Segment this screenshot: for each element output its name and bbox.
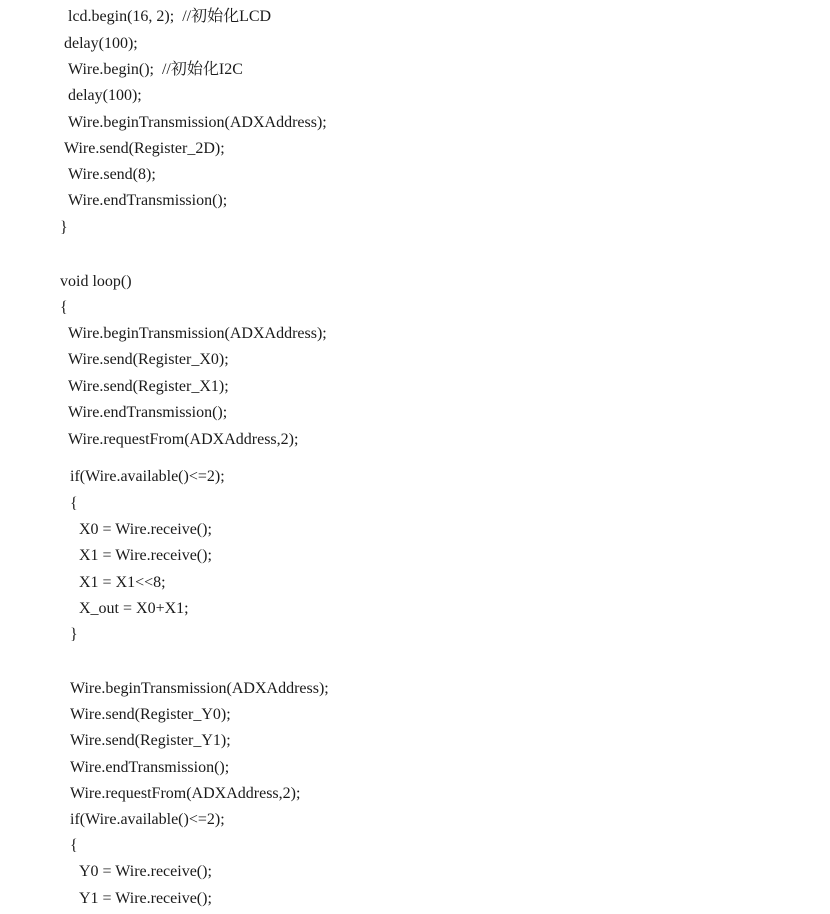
code-line: Wire.beginTransmission(ADXAddress); (70, 680, 329, 697)
code-line: delay(100); (68, 87, 142, 104)
code-line: Wire.send(Register_X0); (68, 351, 229, 368)
code-line: Wire.endTransmission(); (70, 759, 230, 776)
code-line: Wire.send(Register_X1); (68, 378, 229, 395)
code-line: Wire.send(Register_Y1); (70, 732, 231, 749)
code-line: Wire.requestFrom(ADXAddress,2); (70, 785, 301, 802)
code-line: X1 = X1<<8; (79, 574, 166, 591)
code-line: Wire.begin(); //初始化I2C (68, 61, 243, 78)
code-line: if(Wire.available()<=2); (70, 468, 225, 485)
code-line: Y1 = Wire.receive(); (79, 890, 212, 907)
code-line: Y0 = Wire.receive(); (79, 863, 212, 880)
code-line: if(Wire.available()<=2); (70, 811, 225, 828)
code-line: { (70, 495, 78, 512)
code-line: X_out = X0+X1; (79, 600, 189, 617)
code-line: Wire.send(Register_2D); (64, 140, 225, 157)
code-line: void loop() (60, 273, 132, 290)
code-line: } (60, 219, 68, 236)
code-line: { (60, 299, 68, 316)
code-line: X1 = Wire.receive(); (79, 547, 212, 564)
code-line: } (70, 626, 78, 643)
code-line: Wire.beginTransmission(ADXAddress); (68, 114, 327, 131)
code-line: lcd.begin(16, 2); //初始化LCD (68, 8, 272, 25)
code-line: delay(100); (64, 35, 138, 52)
code-line: Wire.endTransmission(); (68, 192, 228, 209)
code-line: Wire.beginTransmission(ADXAddress); (68, 325, 327, 342)
code-line: Wire.requestFrom(ADXAddress,2); (68, 431, 299, 448)
code-line: Wire.endTransmission(); (68, 404, 228, 421)
code-line: { (70, 837, 78, 854)
code-line: Wire.send(Register_Y0); (70, 706, 231, 723)
code-line: X0 = Wire.receive(); (79, 521, 212, 538)
code-line: Wire.send(8); (68, 166, 156, 183)
